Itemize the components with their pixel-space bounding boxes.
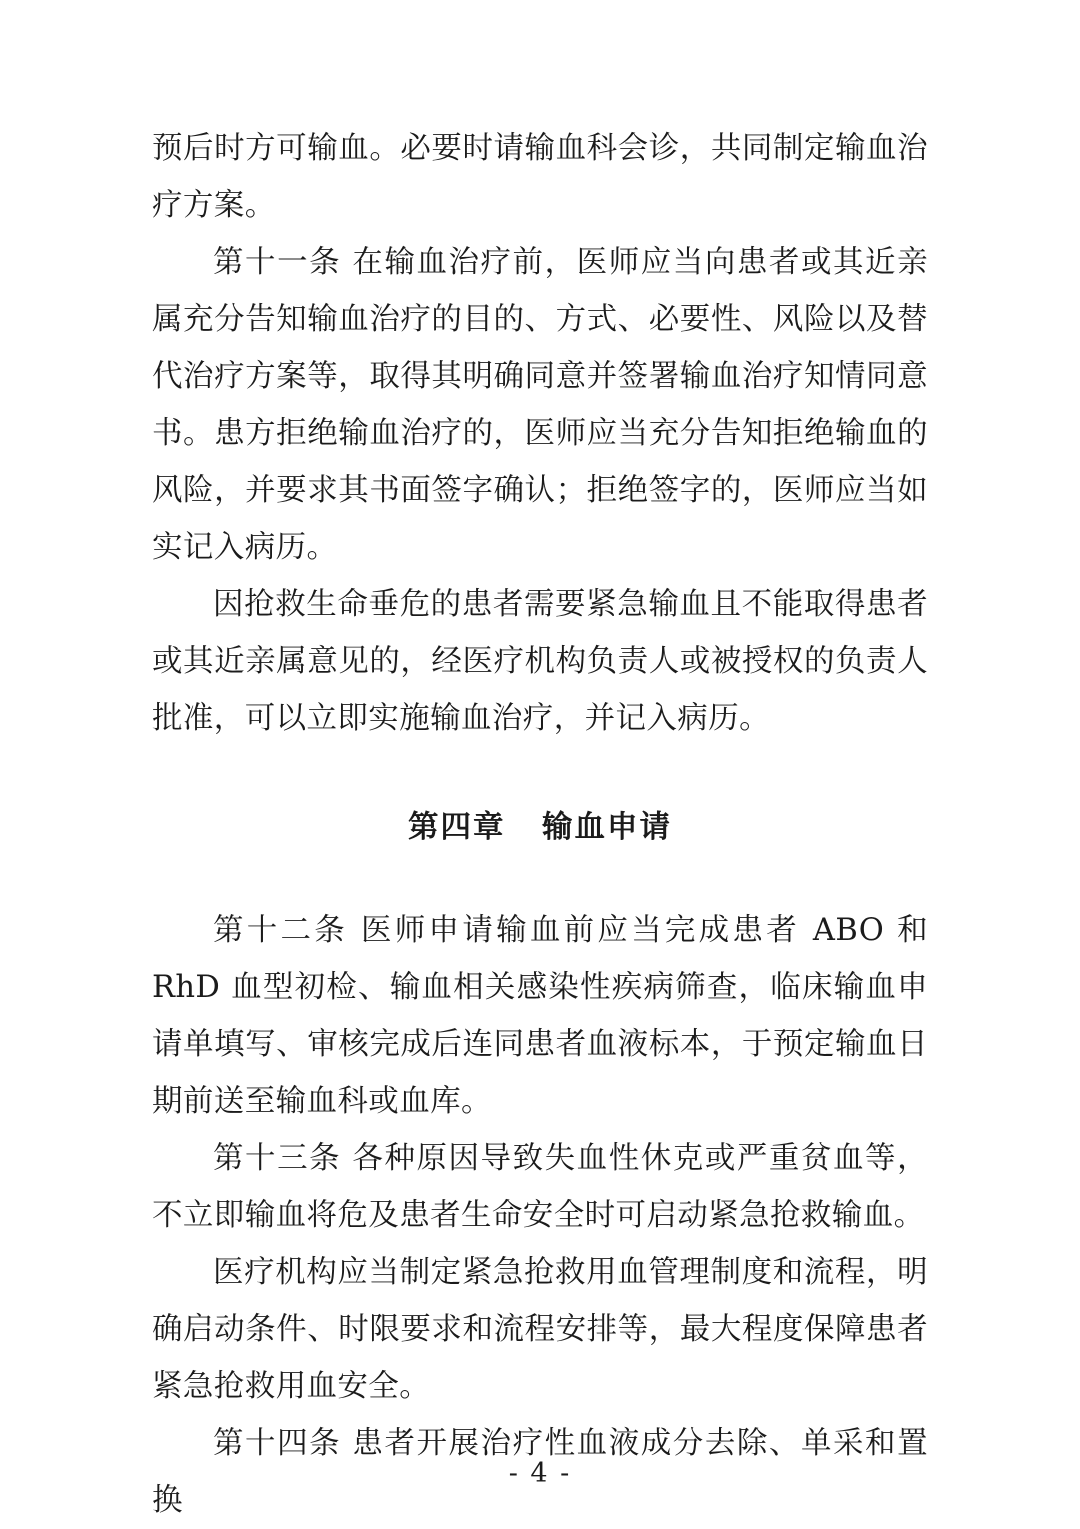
paragraph-continuation: 预后时方可输血。必要时请输血科会诊，共同制定输血治疗方案。 (152, 131, 928, 223)
chapter-heading-title: 输血申请 (542, 809, 673, 845)
paragraph-article-14: 第十四条 患者开展治疗性血液成分去除、单采和置换 (152, 1426, 928, 1518)
page-number: - 4 - (508, 1458, 572, 1489)
chapter-heading (152, 799, 928, 856)
paragraph-article-11-second: 因抢救生命垂危的患者需要紧急输血且不能取得患者或其近亲属意见的，经医疗机构负责人或被授权的负责人批准，可以立即实施输血治疗，并记入病历。 (152, 587, 928, 736)
document-body (152, 120, 928, 1529)
paragraph-article-12: 第十二条 医师申请输血前应当完成患者 ABO 和 RhD 血型初检、输血相关感染性疾病筛查，临床输血申请单填写、审核完成后连同患者血液标本，于预定输血日期前送至输血科或血库。 (152, 913, 928, 1119)
paragraph-article-13-second: 医疗机构应当制定紧急抢救用血管理制度和流程，明确启动条件、时限要求和流程安排等，最大程度保障患者紧急抢救用血安全。 (152, 1255, 928, 1404)
chapter-heading-number: 第四章 (407, 809, 506, 845)
paragraph-article-11: 第十一条 在输血治疗前，医师应当向患者或其近亲属充分告知输血治疗的目的、方式、必要性、风险以及替代治疗方案等，取得其明确同意并签署输血治疗知情同意书。患方拒绝输血治疗的，医师应当充分告知拒绝输血的风险，并要求其书面签字确认；拒绝签字的，医师应当如实记入病历。 (152, 245, 928, 565)
paragraph-article-13: 第十三条 各种原因导致失血性休克或严重贫血等，不立即输血将危及患者生命安全时可启动紧急抢救输血。 (152, 1141, 928, 1233)
